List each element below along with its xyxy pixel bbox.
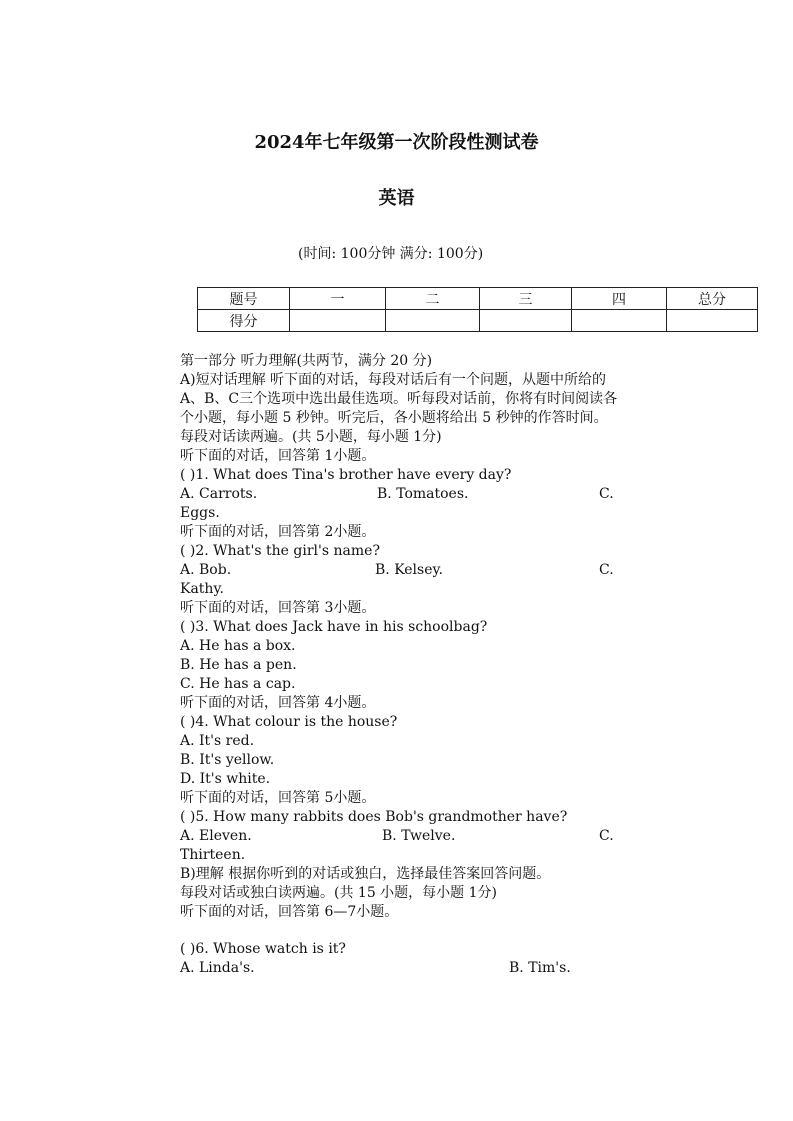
subject-title: 英语: [378, 188, 415, 209]
score-header-cell: 四: [572, 288, 667, 310]
option-b: B. He has a pen.: [180, 657, 297, 673]
exam-title: 2024年七年级第一次阶段性测试卷: [254, 132, 539, 153]
question-stem: ( )3. What does Jack have in his schoolbag?: [180, 619, 488, 635]
question-prompt: 听下面的对话，回答第 4小题。: [180, 695, 376, 711]
option-a: A. Eleven.: [180, 828, 252, 844]
question-prompt: 听下面的对话，回答第 3小题。: [180, 600, 376, 616]
sectionB-instructions: 每段对话或独白读两遍。(共 15 小题，每小题 1分): [180, 885, 497, 901]
question-prompt: 听下面的对话，回答第 1小题。: [180, 448, 376, 464]
score-cell[interactable]: [290, 310, 386, 332]
option-b: B. Twelve.: [382, 828, 456, 844]
question-prompt: 听下面的对话，回答第 2小题。: [180, 524, 376, 540]
score-header-cell: 题号: [198, 288, 290, 310]
options-row: [180, 561, 620, 580]
option-b: B. It's yellow.: [180, 752, 275, 768]
score-header-cell: 总分: [667, 288, 758, 310]
option-c-label: C.: [599, 486, 614, 502]
sectionB-instructions: B)理解 根据你听到的对话或独白，选择最佳答案回答问题。: [180, 866, 551, 882]
question-stem: ( )1. What does Tina's brother have every day?: [180, 467, 512, 483]
option-a: A. It's red.: [180, 733, 255, 749]
question-prompt: 听下面的对话，回答第 6—7小题。: [180, 904, 399, 920]
option-a: A. He has a box.: [180, 638, 296, 654]
part1-heading: 第一部分 听力理解(共两节，满分 20 分): [180, 353, 433, 369]
option-b: B. Kelsey.: [375, 562, 444, 578]
option-d: D. It's white.: [180, 771, 271, 787]
question-stem: ( )5. How many rabbits does Bob's grandmother have?: [180, 809, 568, 825]
score-cell[interactable]: [480, 310, 572, 332]
score-header-cell: 二: [386, 288, 480, 310]
time-score-info: (时间: 100分钟 满分: 100分): [298, 246, 484, 262]
options-row: [180, 827, 620, 846]
score-row-label: 得分: [198, 310, 290, 332]
option-c-label: C.: [599, 828, 614, 844]
option-c-label: C.: [599, 562, 614, 578]
question-stem: ( )6. Whose watch is it?: [180, 941, 346, 957]
score-cell[interactable]: [667, 310, 758, 332]
sectionA-instructions: A)短对话理解 听下面的对话，每段对话后有一个问题，从题中所给的 A、B、C三个选项中选出最佳选项。听每段对话前，你将有时间阅读各个小题，每小题 5 秒钟。听完后，各小题将给出 5 秒钟的作答时间。每段对话读两遍。(共 5小题，每小题 1分): [180, 372, 618, 445]
score-cell[interactable]: [386, 310, 480, 332]
question-stem: ( )2. What's the girl's name?: [180, 543, 380, 559]
score-table-score-row: [198, 310, 758, 332]
options-row: [180, 485, 620, 504]
options-row: [180, 959, 620, 978]
score-cell[interactable]: [572, 310, 667, 332]
score-table: [197, 287, 758, 332]
exam-content: [180, 352, 620, 978]
score-header-cell: 三: [480, 288, 572, 310]
option-c: C. He has a cap.: [180, 676, 296, 692]
option-a: A. Linda's.: [180, 960, 255, 976]
option-c-text: Thirteen.: [180, 847, 246, 863]
question-stem: ( )4. What colour is the house?: [180, 714, 398, 730]
score-header-cell: 一: [290, 288, 386, 310]
score-table-header-row: [198, 288, 758, 310]
option-b: B. Tomatoes.: [377, 486, 469, 502]
option-a: A. Carrots.: [180, 486, 258, 502]
option-b: B. Tim's.: [509, 960, 571, 976]
option-c-text: Eggs.: [180, 505, 220, 521]
question-prompt: 听下面的对话，回答第 5小题。: [180, 790, 376, 806]
option-a: A. Bob.: [180, 562, 232, 578]
option-c-text: Kathy.: [180, 581, 224, 597]
